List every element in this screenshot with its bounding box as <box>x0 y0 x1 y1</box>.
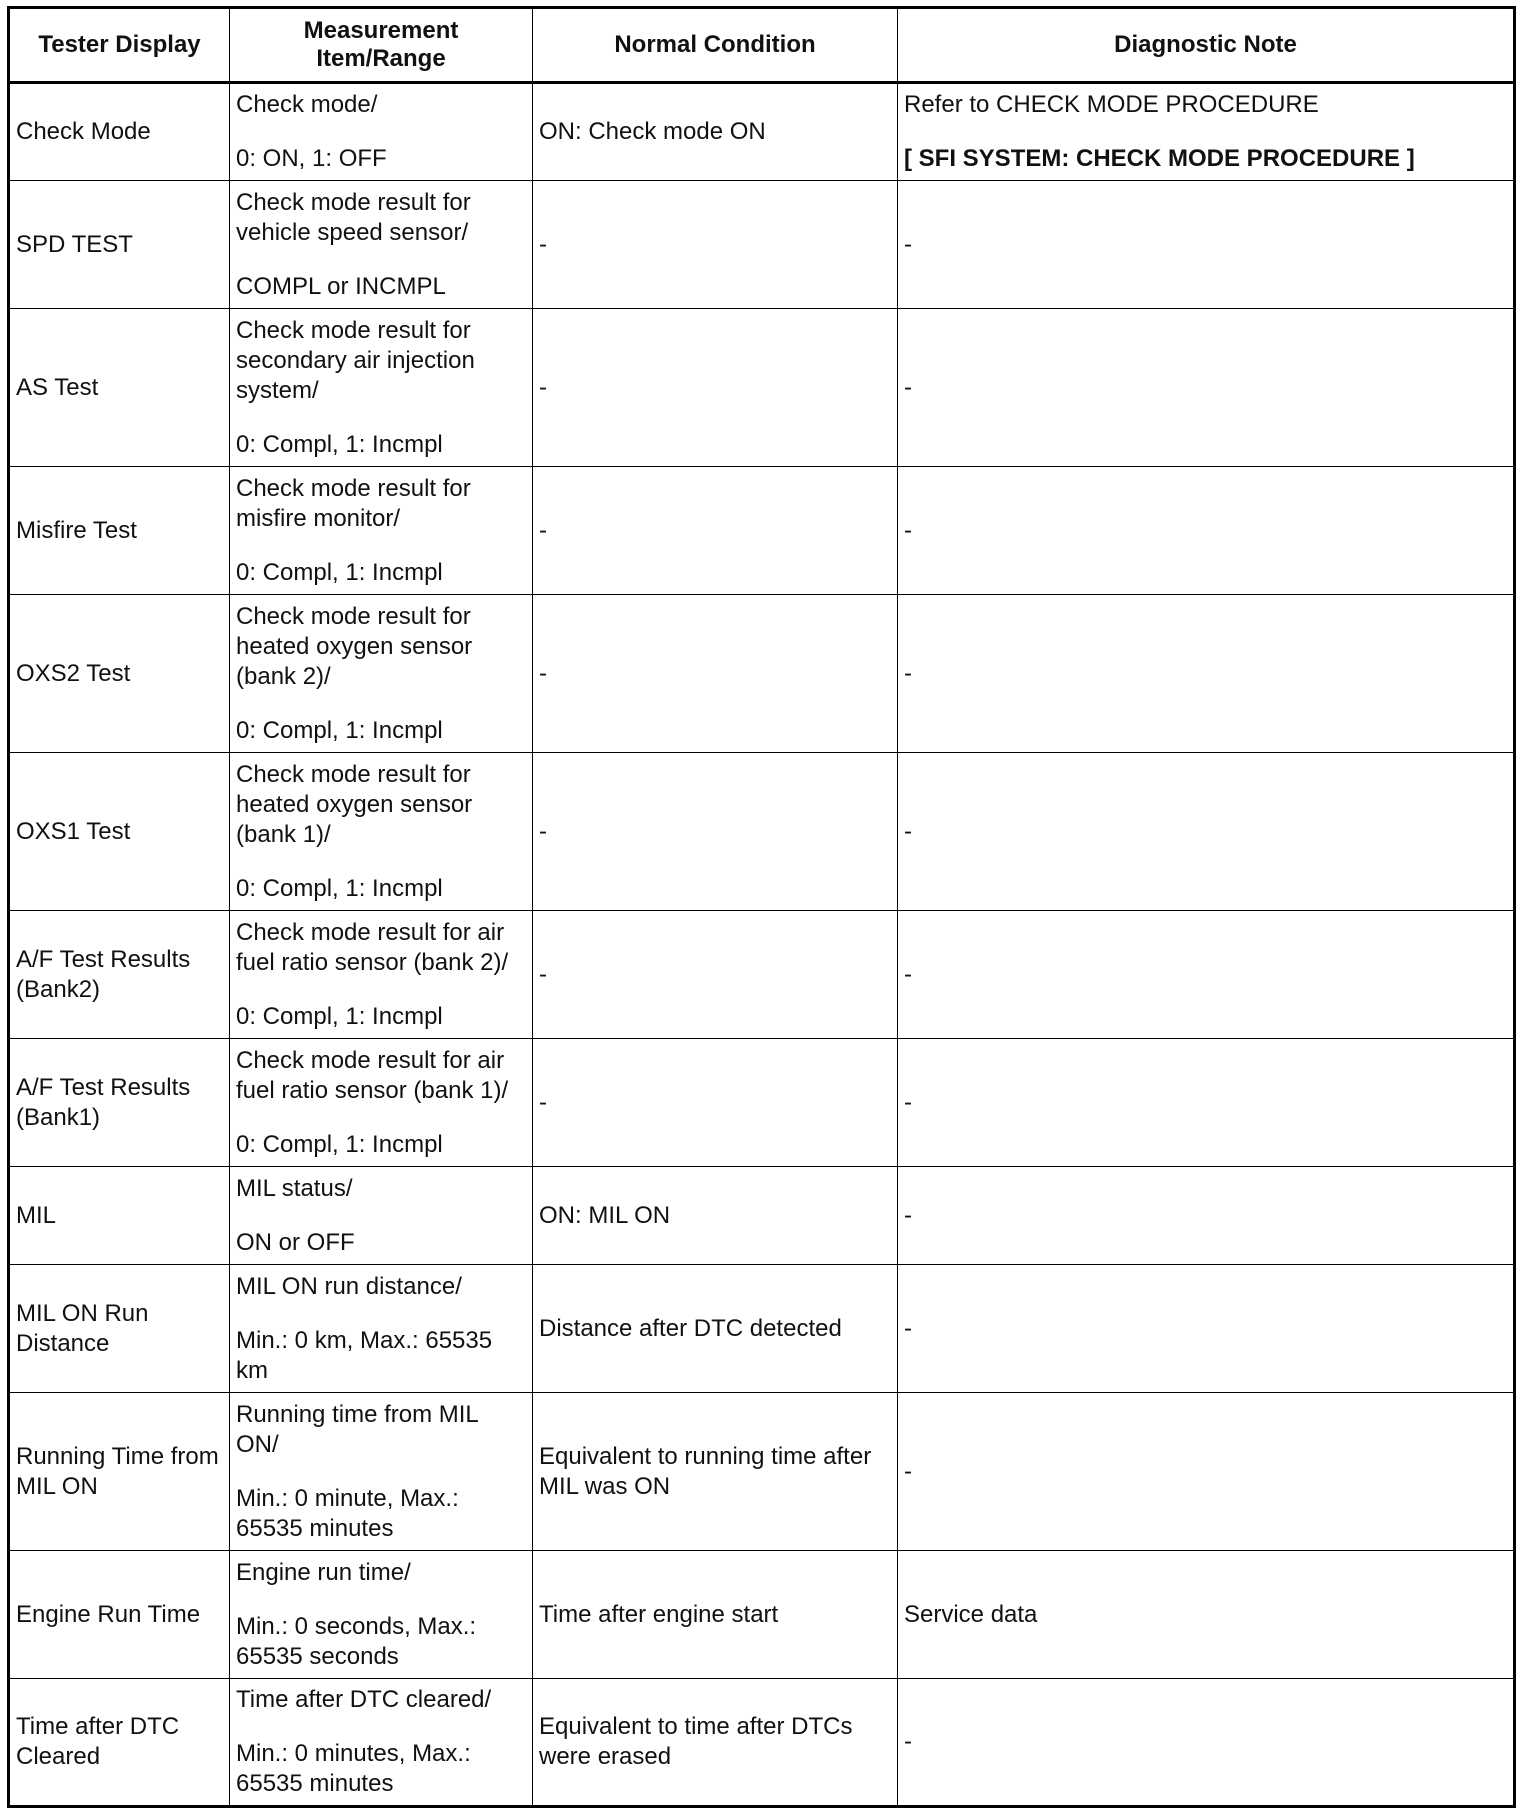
measurement-range: Min.: 0 seconds, Max.: 65535 seconds <box>236 1612 477 1670</box>
normal-condition-cell: - <box>533 467 898 595</box>
measurement-cell <box>230 753 533 911</box>
measurement-cell <box>230 1393 533 1551</box>
procedure-link[interactable]: [ SFI SYSTEM: CHECK MODE PROCEDURE ] <box>904 145 1415 172</box>
measurement-range: Min.: 0 minute, Max.: 65535 minutes <box>236 1484 459 1542</box>
measurement-item: Engine run time/ <box>236 1558 411 1586</box>
diagnostic-note-cell: - <box>898 1265 1515 1393</box>
measurement-range: 0: Compl, 1: Incmpl <box>236 1002 443 1030</box>
normal-condition-cell: Equivalent to running time after MIL was ON <box>533 1393 898 1551</box>
tester-display-cell: Misfire Test <box>9 467 230 595</box>
normal-condition-cell: Time after engine start <box>533 1551 898 1679</box>
diagnostic-note-cell: - <box>898 595 1515 753</box>
header-measurement: Measurement Item/Range <box>230 8 533 83</box>
table-row <box>9 1393 1515 1551</box>
normal-condition-cell: ON: Check mode ON <box>533 83 898 181</box>
measurement-item: Check mode result for air fuel ratio sensor (bank 1)/ <box>236 1046 509 1104</box>
normal-condition-cell: - <box>533 753 898 911</box>
measurement-cell <box>230 595 533 753</box>
table-row <box>9 753 1515 911</box>
measurement-range: Min.: 0 minutes, Max.: 65535 minutes <box>236 1740 471 1797</box>
table-row <box>9 911 1515 1039</box>
header-row <box>9 8 1515 83</box>
tester-display-cell: A/F Test Results (Bank2) <box>9 911 230 1039</box>
normal-condition-cell: Equivalent to time after DTCs were erased <box>533 1679 898 1807</box>
normal-condition-cell: - <box>533 595 898 753</box>
measurement-cell <box>230 1265 533 1393</box>
tester-display-cell: Check Mode <box>9 83 230 181</box>
table-row <box>9 1679 1515 1807</box>
measurement-cell <box>230 309 533 467</box>
diagnostic-note-cell <box>898 83 1515 181</box>
measurement-cell <box>230 181 533 309</box>
table-row <box>9 1167 1515 1265</box>
table-row <box>9 595 1515 753</box>
table-row <box>9 1039 1515 1167</box>
measurement-item: Check mode result for heated oxygen sensor (bank 1)/ <box>236 760 473 848</box>
diagnostic-note-cell: - <box>898 309 1515 467</box>
measurement-item: Check mode result for secondary air injection system/ <box>236 316 475 404</box>
normal-condition-cell: - <box>533 309 898 467</box>
diagnostic-note-text: Refer to CHECK MODE PROCEDURE <box>904 91 1319 118</box>
measurement-range: ON or OFF <box>236 1228 355 1256</box>
table-row <box>9 181 1515 309</box>
measurement-range: 0: Compl, 1: Incmpl <box>236 716 443 744</box>
diagnostic-note-cell: - <box>898 1167 1515 1265</box>
diagnostic-note-cell: - <box>898 1679 1515 1807</box>
measurement-range: 0: ON, 1: OFF <box>236 145 387 172</box>
measurement-item: MIL ON run distance/ <box>236 1272 462 1300</box>
measurement-range: 0: Compl, 1: Incmpl <box>236 430 443 458</box>
measurement-item: Check mode result for heated oxygen sensor (bank 2)/ <box>236 602 473 690</box>
table-row <box>9 83 1515 181</box>
header-tester-display: Tester Display <box>9 8 230 83</box>
normal-condition-cell: - <box>533 911 898 1039</box>
diagnostic-note-cell: - <box>898 911 1515 1039</box>
tester-display-cell: MIL ON Run Distance <box>9 1265 230 1393</box>
table-row <box>9 1551 1515 1679</box>
measurement-cell <box>230 1551 533 1679</box>
diagnostic-note-cell: - <box>898 1393 1515 1551</box>
measurement-item: Check mode result for vehicle speed sensor/ <box>236 188 471 246</box>
measurement-range: COMPL or INCMPL <box>236 272 446 300</box>
diagnostic-note-cell: Service data <box>898 1551 1515 1679</box>
diagnostic-note-cell: - <box>898 1039 1515 1167</box>
table-row <box>9 1265 1515 1393</box>
tester-display-cell: Running Time from MIL ON <box>9 1393 230 1551</box>
measurement-cell <box>230 1039 533 1167</box>
tester-display-cell: Time after DTC Cleared <box>9 1679 230 1807</box>
measurement-item: Running time from MIL ON/ <box>236 1400 478 1458</box>
normal-condition-cell: Distance after DTC detected <box>533 1265 898 1393</box>
diagnostic-note-cell: - <box>898 467 1515 595</box>
tester-display-cell: A/F Test Results (Bank1) <box>9 1039 230 1167</box>
measurement-item: MIL status/ <box>236 1174 353 1202</box>
measurement-cell <box>230 1679 533 1807</box>
header-normal-condition: Normal Condition <box>533 8 898 83</box>
measurement-cell <box>230 83 533 181</box>
measurement-item: Time after DTC cleared/ <box>236 1686 492 1713</box>
measurement-range: 0: Compl, 1: Incmpl <box>236 1130 443 1158</box>
header-diagnostic-note: Diagnostic Note <box>898 8 1515 83</box>
measurement-cell <box>230 1167 533 1265</box>
measurement-item: Check mode/ <box>236 91 378 118</box>
table-row <box>9 309 1515 467</box>
measurement-range: Min.: 0 km, Max.: 65535 km <box>236 1326 493 1384</box>
tester-data-table <box>7 6 1516 1808</box>
tester-display-cell: OXS1 Test <box>9 753 230 911</box>
tester-display-cell: SPD TEST <box>9 181 230 309</box>
tester-display-cell: OXS2 Test <box>9 595 230 753</box>
normal-condition-cell: - <box>533 1039 898 1167</box>
diagnostic-note-cell: - <box>898 181 1515 309</box>
diagnostic-note-cell: - <box>898 753 1515 911</box>
measurement-cell <box>230 467 533 595</box>
measurement-item: Check mode result for air fuel ratio sensor (bank 2)/ <box>236 918 509 976</box>
table-row <box>9 467 1515 595</box>
measurement-range: 0: Compl, 1: Incmpl <box>236 874 443 902</box>
tester-display-cell: AS Test <box>9 309 230 467</box>
measurement-range: 0: Compl, 1: Incmpl <box>236 558 443 586</box>
tester-display-cell: Engine Run Time <box>9 1551 230 1679</box>
tester-display-cell: MIL <box>9 1167 230 1265</box>
normal-condition-cell: ON: MIL ON <box>533 1167 898 1265</box>
measurement-cell <box>230 911 533 1039</box>
normal-condition-cell: - <box>533 181 898 309</box>
measurement-item: Check mode result for misfire monitor/ <box>236 474 471 532</box>
